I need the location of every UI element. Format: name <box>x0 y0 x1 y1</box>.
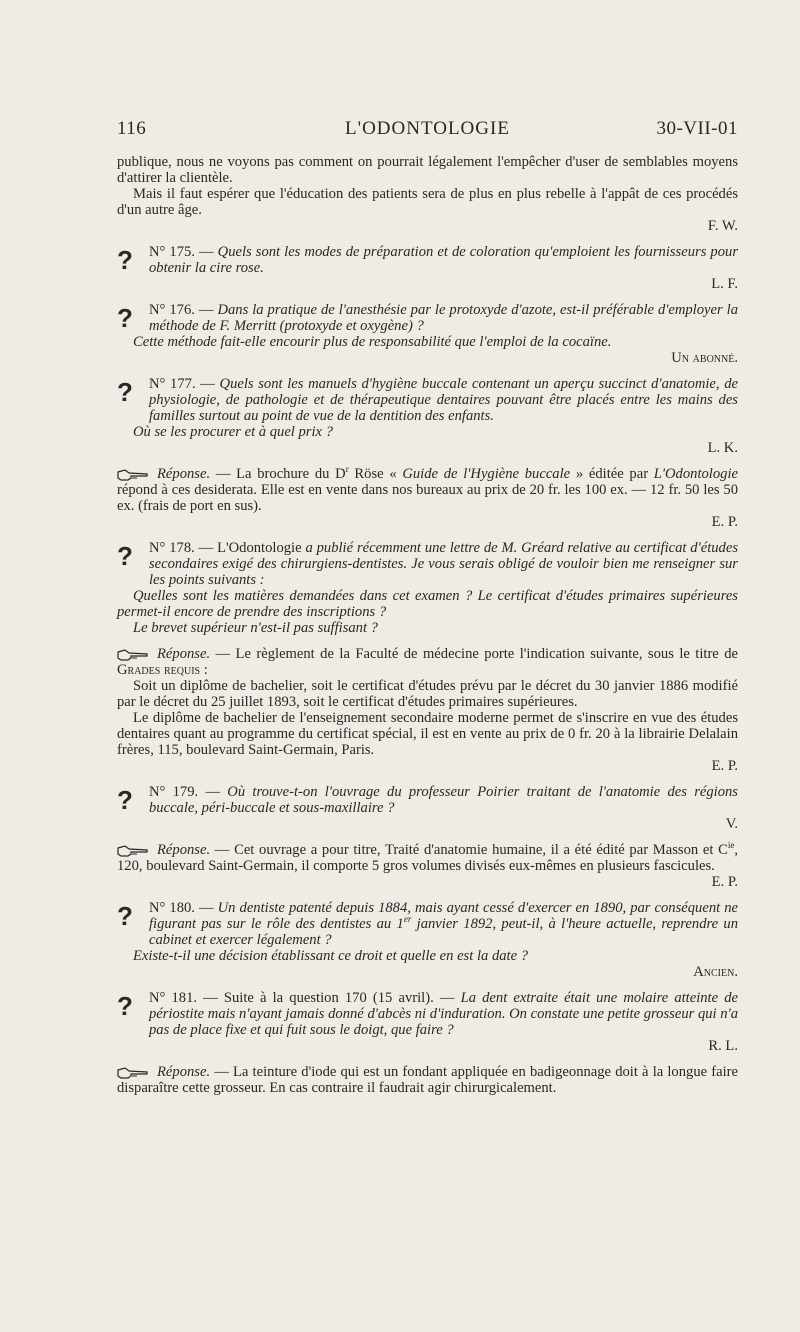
signature: L. F. <box>711 276 738 292</box>
question-text: Quels sont les modes de préparation et de coloration qu'emploient les fournisseurs pour obtenir la cire rose. <box>149 244 738 276</box>
answer-label: Réponse. <box>157 1064 211 1080</box>
issue-date: 30-VII-01 <box>656 118 738 139</box>
answer-181: Réponse. — La teinture d'iode qui est un fondant appliquée en badigeonnage doit à la longue faire disparaître cette grosseur. En cas contraire il faudrait agir chirurgicalement. <box>117 1064 738 1096</box>
question-text: a publié récemment une lettre de M. Gréard relative au certificat d'études secondaires exigé des chirurgiens-dentistes. Je vous serais obligé de vouloir bien me renseigner sur les points suivants : <box>149 540 739 588</box>
question-mark-icon: ? <box>117 541 133 571</box>
question-number: N° 175. — <box>149 244 218 260</box>
answer-179: Réponse. — Cet ouvrage a pour titre, Traité d'anatomie humaine, il a été édité par Masson et $C^{ie}$, 120, boulevard Saint-Germain, il comporte 5 gros volumes divisés eux-mêmes en plusieurs fascicules. E. P. <box>117 840 738 890</box>
cited-journal: L'Odontologie <box>653 466 738 482</box>
signature: E. P. <box>711 874 738 890</box>
signature: R. L. <box>708 1038 738 1054</box>
pointing-hand-icon <box>117 649 149 661</box>
page-number: 116 <box>117 118 147 139</box>
cited-title: Guide de l'Hygiène buccale <box>402 466 571 482</box>
intro-paragraph-2: Mais il faut espérer que l'éducation des patients sera de plus en plus rebelle à l'appât de ces procédés d'un autre âge. <box>117 186 738 218</box>
question-text-continued: Le brevet supérieur n'est-il pas suffisant ? <box>133 620 378 636</box>
question-mark-icon: ? <box>117 785 133 815</box>
question-mark-icon: ? <box>117 901 133 931</box>
question-text: Où trouve-t-on l'ouvrage du professeur Poirier traitant de l'anatomie des régions buccale, péri-buccale et sous-maxillaire ? <box>149 784 738 816</box>
question-text-continued: Quelles sont les matières demandées dans cet examen ? Le certificat d'études primaires supérieures permet-il encore de prendre des inscriptions ? <box>117 588 738 620</box>
answer-label: Réponse. <box>157 466 211 482</box>
question-number: N° 176. — <box>149 302 218 318</box>
answer-paragraph: Soit un diplôme de bachelier, soit le certificat d'études prévu par le décret du 30 janvier 1886 modifié par le décret du 25 juillet 1893, soit le certificat d'études primaires supérieures. <box>117 678 738 710</box>
question-number: N° 181. — Suite à la question 170 (15 avril). — <box>149 990 461 1006</box>
question-178 <box>117 540 738 636</box>
pointing-hand-icon <box>117 845 149 857</box>
question-number: N° 180. — <box>149 900 218 916</box>
signature: F. W. <box>707 218 738 234</box>
question-text-continued: Où se les procurer et à quel prix ? <box>133 424 333 440</box>
question-text-continued: Cette méthode fait-elle encourir plus de responsabilité que l'emploi de la cocaïne. <box>133 334 612 350</box>
answer-label: Réponse. <box>157 646 211 662</box>
signature: L. K. <box>707 440 738 456</box>
question-179 <box>117 784 738 832</box>
question-176 <box>117 302 738 366</box>
pointing-hand-icon <box>117 1067 149 1079</box>
answer-label: Réponse. <box>157 842 211 858</box>
question-mark-icon: ? <box>117 245 133 275</box>
intro-paragraph-1: publique, nous ne voyons pas comment on pourrait légalement l'empêcher d'user de semblables moyens d'attirer la clientèle. <box>117 154 738 186</box>
signature: E. P. <box>711 514 738 530</box>
question-number: N° 179. — <box>149 784 228 800</box>
question-text-continued: Existe-t-il une décision établissant ce droit et quelle en est la date ? <box>133 948 529 964</box>
signature: Un abonné. <box>671 350 738 366</box>
answer-178: Réponse. — Le règlement de la Faculté de médecine porte l'indication suivante, sous le titre de Grades requis : Soit un diplôme de bachelier, soit le certificat d'études prévu par le décret du 30 janvier 1886 modifié par le décret du 25 juillet 1893, soit le certificat d'études primaires supérieures. Le diplôme de bachelier de l'enseignement secondaire moderne permet de s'inscrire en vue des études dentaires quant au programme du certificat spécial, il est en vente au prix de 0 fr. 20 à la librairie Delalain frères, 115, boulevard Saint-Germain, Paris. E. P. <box>117 646 738 774</box>
signature: E. P. <box>711 758 738 774</box>
signature: Ancien. <box>693 964 738 980</box>
running-header <box>117 118 738 144</box>
question-text: Quels sont les manuels d'hygiène buccale contenant un aperçu succinct d'anatomie, de physiologie, de pathologie et de thérapeutique dentaires pouvant être placés entre les mains des familles surtout au point de vue de la dentition des enfants. <box>149 376 738 424</box>
question-181 <box>117 990 738 1054</box>
question-180: ? N° 180. — Un dentiste patenté depuis 1884, mais ayant cessé d'exercer en 1890, par conséquent ne figurant pas sur le rôle des dentistes au 1er janvier 1892, peut-il, à l'heure actuelle, reprendre un cabinet et exercer légalement ? Existe-t-il une décision établissant ce droit et quelle en est la date ? Ancien. <box>117 900 739 980</box>
question-mark-icon: ? <box>117 303 133 333</box>
question-number: N° 178. — L'Odontologie <box>149 540 306 556</box>
signature: V. <box>725 816 738 832</box>
question-mark-icon: ? <box>117 991 133 1021</box>
question-175 <box>117 244 738 292</box>
question-text: Un dentiste patenté depuis 1884, mais ayant cessé d'exercer en 1890, par conséquent ne figurant pas sur le rôle des dentistes au 1 <box>149 900 738 932</box>
question-177 <box>117 376 738 456</box>
pointing-hand-icon <box>117 469 149 481</box>
journal-title: L'ODONTOLOGIE <box>345 118 510 139</box>
answer-paragraph: Le diplôme de bachelier de l'enseignement secondaire moderne permet de s'inscrire en vue des études dentaires quant au programme du certificat spécial, il est en vente au prix de 0 fr. 20 à la librairie Delalain frères, 115, boulevard Saint-Germain, Paris. <box>117 710 738 758</box>
question-number: N° 177. — <box>149 376 220 392</box>
question-text: Dans la pratique de l'anesthésie par le protoxyde d'azote, est-il préférable d'employer la méthode de F. Merritt (protoxyde et oxygène) ? <box>149 302 738 334</box>
answer-177: Réponse. — La brochure du $D^r$ Röse « Guide de l'Hygiène buccale » éditée par L'Odontologie répond à ces desiderata. Elle est en vente dans nos bureaux au prix de 20 fr. les 100 ex. — 12 fr. 50 les 50 ex. (frais de port en sus). E. P. <box>117 464 738 530</box>
article-body <box>117 154 738 1096</box>
question-mark-icon: ? <box>117 377 133 407</box>
question-text: La dent extraite était une molaire atteinte de périostite mais n'ayant jamais donné d'abcès ni d'induration. On constate une petite grosseur qui n'a pas de place fixe et qui fuit sous le doigt, que faire ? <box>149 990 738 1038</box>
